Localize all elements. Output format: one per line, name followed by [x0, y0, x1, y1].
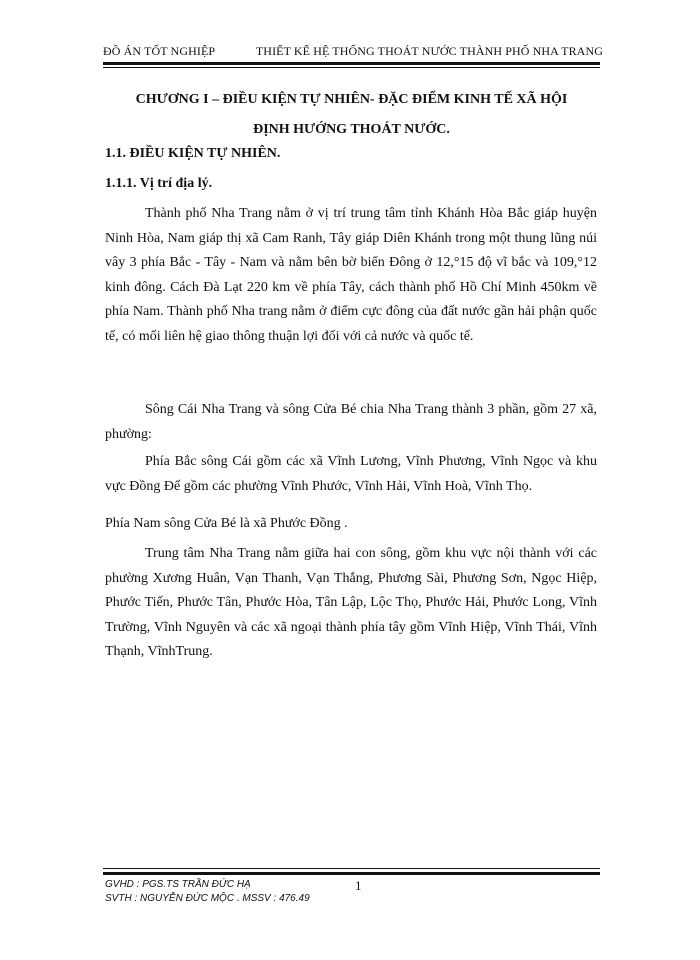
paragraph-rivers: Sông Cái Nha Trang và sông Cửa Bé chia Nha Trang thành 3 phần, gồm 27 xã, phường:	[105, 402, 597, 442]
chapter-title	[103, 88, 600, 142]
paragraph-north: Phía Bắc sông Cái gồm các xã Vĩnh Lương, Vĩnh Phương, Vĩnh Ngọc và khu vực Đồng Đế gồm các phường Vĩnh Phước, Vĩnh Hải, Vĩnh Hoà, Vĩnh Thọ.	[105, 454, 597, 494]
header-rule-thick	[103, 62, 600, 65]
footer-student: SVTH : NGUYỄN ĐỨC MỘC . MSSV : 476.49	[105, 893, 310, 904]
paragraph-center: Trung tâm Nha Trang nằm giữa hai con sông, gồm khu vực nội thành với các phường Xương Huân, Vạn Thanh, Vạn Thắng, Phương Sài, Phương Sơn, Ngọc Hiệp, Phước Tiến, Phước Tân, Phước Hòa, Tân Lập, Lộc Thọ, Phước Hải, Phước Long, Vĩnh Trường, Vĩnh Nguyên và các xã ngoại thành phía tây gồm Vĩnh Hiệp, Vĩnh Thái, Vĩnh Thạnh, VĩnhTrung.	[105, 546, 597, 659]
footer-rule-thin	[103, 868, 600, 869]
paragraph-location: Thành phố Nha Trang nằm ở vị trí trung tâm tỉnh Khánh Hòa Bắc giáp huyện Ninh Hòa, Nam giáp thị xã Cam Ranh, Tây giáp Diên Khánh trong một thung lũng núi vây 3 phía Bắc - Tây - Nam và nằm bên bờ biển Đông ở 12,°15 độ vĩ bắc và 109,°12 kinh đông. Cách Đà Lạt 220 km về phía Tây, cách thành phố Hồ Chí Minh 450km về phía Nam. Thành phố Nha trang nằm ở điểm cực đông của đất nước gần hải phận quốc tế, có mối liên hệ giao thông thuận lợi đối với cả nước và quốc tế.	[105, 206, 597, 344]
header-rule-thin	[103, 67, 600, 68]
chapter-title-line-1: CHƯƠNG I – ĐIỀU KIỆN TỰ NHIÊN- ĐẶC ĐIỂM KINH TẾ XÃ HỘI	[135, 92, 568, 107]
section-heading-1-1-1: 1.1.1. Vị trí địa lý.	[105, 176, 213, 191]
header-right-title: THIẾT KẾ HỆ THỐNG THOÁT NƯỚC THÀNH PHỐ NHA TRANG	[255, 44, 603, 58]
page-number: 1	[355, 878, 362, 893]
chapter-title-line-2: ĐỊNH HƯỚNG THOÁT NƯỚC.	[253, 122, 450, 137]
header-left-title: ĐỒ ÁN TỐT NGHIỆP	[103, 44, 216, 58]
page-header	[103, 40, 603, 62]
footer-rule-thick	[103, 872, 600, 875]
section-heading-1-1: 1.1. ĐIỀU KIỆN TỰ NHIÊN.	[105, 146, 281, 161]
footer-supervisor: GVHD : PGS.TS TRẦN ĐỨC HẠ	[105, 879, 251, 890]
paragraph-south: Phía Nam sông Cửa Bé là xã Phước Đồng .	[105, 516, 348, 531]
